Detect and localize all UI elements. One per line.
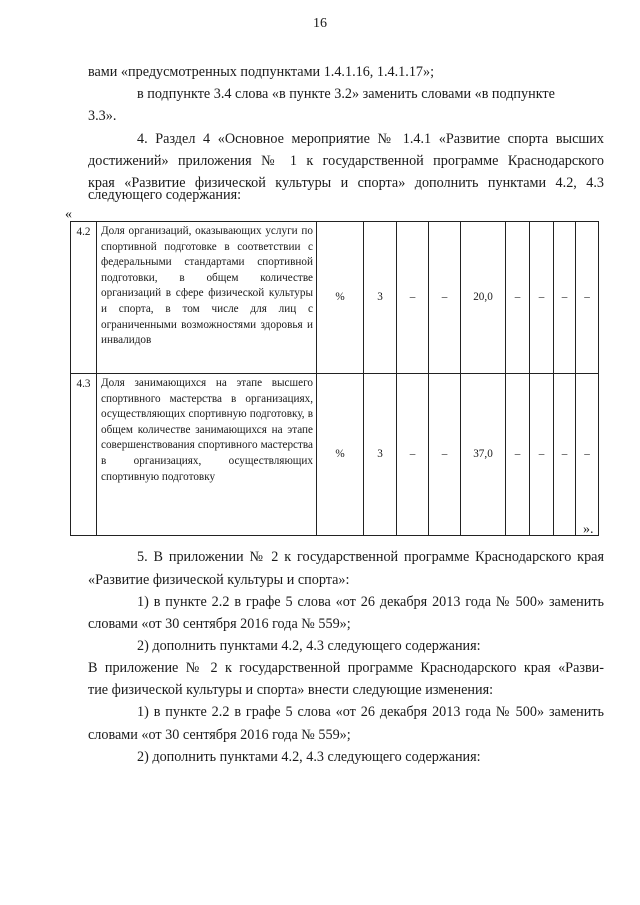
table-row [71,374,599,536]
value-cell: – [530,374,554,536]
value-cell: – [576,222,599,374]
text-line: 1) в пункте 2.2 в графе 5 слова «от 26 декабря 2013 года № 500» заменить [137,594,604,610]
indicators-table [70,221,599,536]
text-line: словами «от 30 сентября 2016 года № 559»; [88,727,351,743]
value-cell: – [429,374,461,536]
text-line: 5. В приложении № 2 к государственной программе Краснодарского края [137,549,604,565]
value-cell: – [397,374,429,536]
text-line: вами «предусмотренных подпунктами 1.4.1.16, 1.4.1.17»; [88,64,435,80]
status-cell: 3 [364,222,397,374]
text-line: 3.3». [88,108,117,124]
value-cell: – [576,374,599,536]
value-cell: – [530,222,554,374]
indicator-description: Доля организаций, оказывающих услуги по спортивной подготовке в соответствии с федеральными стандартами спортивной подготовки, в общем количестве организаций в сфере физической культуры и спорта, в том числе для лиц с ограниченными возможностями здоровья и инвалидов [97,222,317,374]
value-cell: 37,0 [461,374,506,536]
text-line: 2) дополнить пунктами 4.2, 4.3 следующего содержания: [137,749,481,765]
text-line: В приложение № 2 к государственной программе Краснодарского края «Разви- [88,660,604,676]
status-cell: 3 [364,374,397,536]
unit-cell: % [317,222,364,374]
closing-quote: ». [583,522,594,537]
text-line: словами «от 30 сентября 2016 года № 559»; [88,616,351,632]
text-line: достижений» приложения № 1 к государственной программе Краснодарского [88,153,604,169]
value-cell: – [506,374,530,536]
text-line: края «Развитие физической культуры и спорта» дополнить пунктами 4.2, 4.3 [88,175,604,191]
value-cell: – [554,374,576,536]
table-row [71,222,599,374]
page-number: 16 [313,16,327,31]
text-line: 1) в пункте 2.2 в графе 5 слова «от 26 декабря 2013 года № 500» заменить [137,704,604,720]
text-line: 2) дополнить пунктами 4.2, 4.3 следующего содержания: [137,638,481,654]
value-cell: 20,0 [461,222,506,374]
row-number: 4.2 [71,222,97,374]
unit-cell: % [317,374,364,536]
indicator-description: Доля занимающихся на этапе высшего спортивного мастерства в организациях, осуществляющих спортивную подготовку, в общем количестве занимающихся на этапе совершенствования спортивного мастерства в организациях, осуществляющих спортивную подготовку [97,374,317,536]
text-line: следующего содержания: [88,187,242,203]
opening-quote: « [65,207,72,222]
value-cell: – [429,222,461,374]
row-number: 4.3 [71,374,97,536]
text-line: тие физической культуры и спорта» внести следующие изменения: [88,682,494,698]
value-cell: – [397,222,429,374]
text-line: «Развитие физической культуры и спорта»: [88,572,350,588]
value-cell: – [506,222,530,374]
value-cell: – [554,222,576,374]
text-line: в подпункте 3.4 слова «в пункте 3.2» заменить словами «в подпункте [137,86,555,102]
text-line: 4. Раздел 4 «Основное мероприятие № 1.4.1 «Развитие спорта высших [137,131,604,147]
